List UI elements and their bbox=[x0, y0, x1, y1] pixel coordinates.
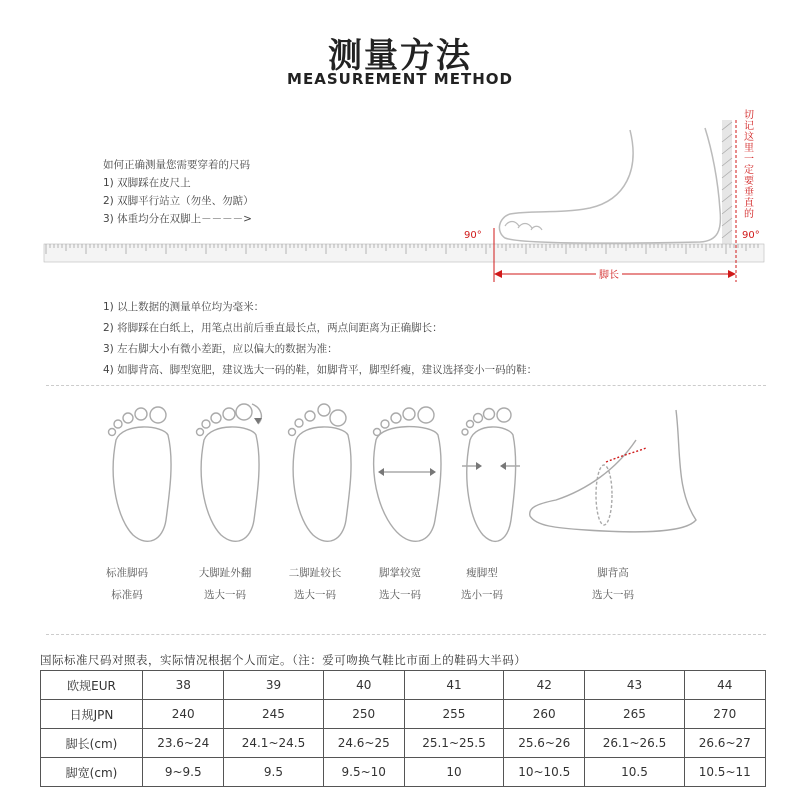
table-cell: 260 bbox=[504, 700, 585, 729]
table-cell: 26.1~26.5 bbox=[585, 729, 684, 758]
table-cell: 9.5 bbox=[224, 758, 323, 787]
foot-type-long-second-toe bbox=[270, 562, 360, 606]
steps-heading: 如何正确测量您需要穿着的尺码 bbox=[103, 159, 250, 171]
notes-block bbox=[103, 297, 537, 381]
table-cell: 38 bbox=[143, 671, 224, 700]
foot-type-standard bbox=[82, 562, 172, 606]
table-cell: 270 bbox=[684, 700, 766, 729]
foot-bunion-icon bbox=[197, 404, 263, 541]
foot-type-name: 标准脚码 bbox=[106, 567, 148, 579]
table-row bbox=[41, 729, 766, 758]
table-cell: 10.5 bbox=[585, 758, 684, 787]
table-cell: 240 bbox=[143, 700, 224, 729]
table-cell: 25.1~25.5 bbox=[404, 729, 503, 758]
foot-type-wide bbox=[355, 562, 445, 606]
table-cell: 10~10.5 bbox=[504, 758, 585, 787]
note-item: 2) 将脚踩在白纸上，用笔点出前后垂直最长点，两点间距离为正确脚长： bbox=[103, 322, 443, 334]
foot-type-name: 脚背高 bbox=[597, 567, 629, 579]
table-cell: 24.1~24.5 bbox=[224, 729, 323, 758]
table-cell: 265 bbox=[585, 700, 684, 729]
note-item: 1) 以上数据的测量单位均为毫米： bbox=[103, 301, 265, 313]
table-cell: 42 bbox=[504, 671, 585, 700]
foot-type-high-instep bbox=[568, 562, 658, 606]
foot-long-second-toe-icon bbox=[289, 404, 352, 541]
table-cell: 255 bbox=[404, 700, 503, 729]
vertical-note bbox=[743, 110, 755, 220]
foot-type-narrow bbox=[437, 562, 527, 606]
angle-left-label: 90° bbox=[464, 230, 482, 241]
note-item: 4) 如脚背高、脚型宽肥，建议选大一码的鞋，如脚背平，脚型纤瘦，建议选择变小一码的鞋： bbox=[103, 364, 538, 376]
row-label: 欧规EUR bbox=[41, 671, 143, 700]
foot-type-name: 二脚趾较长 bbox=[288, 567, 342, 579]
table-row bbox=[41, 758, 766, 787]
table-cell: 41 bbox=[404, 671, 503, 700]
foot-types-illustration bbox=[0, 380, 800, 550]
foot-narrow-icon bbox=[462, 408, 520, 541]
vertical-note-text: 切记这里一定要垂直的 bbox=[744, 110, 754, 220]
table-cell: 24.6~25 bbox=[323, 729, 404, 758]
ruler bbox=[44, 244, 764, 262]
foot-type-advice: 标准码 bbox=[111, 589, 143, 601]
size-table-caption: 国际标准尺码对照表，实际情况根据个人而定。（注：爱可吻换气鞋比市面上的鞋码大半码） bbox=[40, 653, 527, 667]
foot-high-instep-icon bbox=[530, 410, 696, 532]
foot-type-advice: 选小一码 bbox=[461, 589, 503, 601]
foot-wide-icon bbox=[374, 407, 442, 541]
table-cell: 39 bbox=[224, 671, 323, 700]
step-item: 2) 双脚平行站立（勿坐、勿踮） bbox=[103, 195, 254, 207]
table-cell: 10.5~11 bbox=[684, 758, 766, 787]
foot-type-advice: 选大一码 bbox=[294, 589, 336, 601]
table-cell: 25.6~26 bbox=[504, 729, 585, 758]
row-label: 脚宽(cm) bbox=[41, 758, 143, 787]
foot-length-label: 脚长 bbox=[599, 270, 619, 281]
table-cell: 245 bbox=[224, 700, 323, 729]
angle-right-label: 90° bbox=[742, 230, 760, 241]
foot-type-name: 大脚趾外翻 bbox=[198, 567, 252, 579]
table-cell: 26.6~27 bbox=[684, 729, 766, 758]
page-title: 测量方法 bbox=[328, 36, 472, 76]
foot-type-advice: 选大一码 bbox=[592, 589, 634, 601]
foot-side-icon bbox=[499, 128, 720, 243]
step-item: 3) 体重均分在双脚上－－－－> bbox=[103, 213, 252, 225]
table-cell: 40 bbox=[323, 671, 404, 700]
foot-type-bunion bbox=[180, 562, 270, 606]
row-label: 日规JPN bbox=[41, 700, 143, 729]
wall bbox=[722, 120, 732, 250]
foot-type-name: 脚掌较宽 bbox=[379, 567, 421, 579]
table-cell: 10 bbox=[404, 758, 503, 787]
foot-type-name: 瘦脚型 bbox=[466, 567, 498, 579]
ruler-illustration bbox=[0, 110, 800, 290]
table-cell: 43 bbox=[585, 671, 684, 700]
table-cell: 250 bbox=[323, 700, 404, 729]
table-cell: 44 bbox=[684, 671, 766, 700]
table-cell: 23.6~24 bbox=[143, 729, 224, 758]
table-row bbox=[41, 671, 766, 700]
foot-type-advice: 选大一码 bbox=[379, 589, 421, 601]
note-item: 3) 左右脚大小有微小差距，应以偏大的数据为准： bbox=[103, 343, 338, 355]
table-cell: 9.5~10 bbox=[323, 758, 404, 787]
table-row bbox=[41, 700, 766, 729]
separator bbox=[46, 634, 766, 635]
row-label: 脚长(cm) bbox=[41, 729, 143, 758]
foot-type-advice: 选大一码 bbox=[204, 589, 246, 601]
page-subtitle: MEASUREMENT METHOD bbox=[287, 70, 513, 88]
foot-standard-icon bbox=[109, 407, 172, 541]
size-table bbox=[40, 670, 766, 787]
step-item: 1) 双脚踩在皮尺上 bbox=[103, 177, 191, 189]
table-cell: 9~9.5 bbox=[143, 758, 224, 787]
